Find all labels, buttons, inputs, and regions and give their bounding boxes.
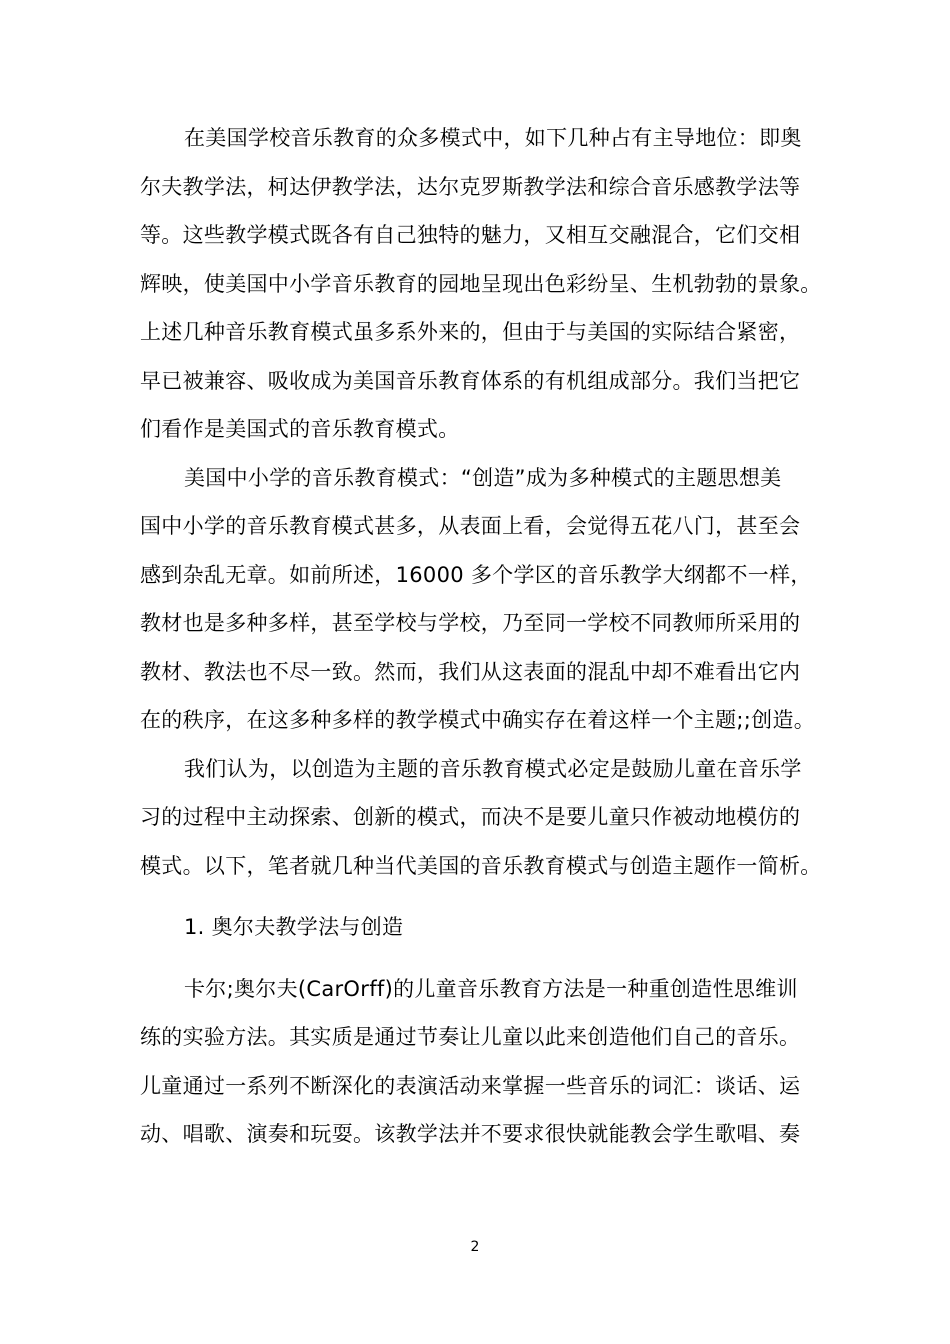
text-line: 动、唱歌、演奏和玩耍。该教学法并不要求很快就能教会学生歌唱、奏 — [140, 1122, 801, 1146]
text-line: 儿童通过一系列不断深化的表演活动来掌握一些音乐的词汇：谈话、运 — [140, 1073, 801, 1098]
spacer — [140, 890, 824, 903]
text-line: 尔夫教学法，柯达伊教学法，达尔克罗斯教学法和综合音乐感教学法等 — [140, 174, 801, 199]
spacer — [140, 952, 824, 965]
text-line: 上述几种音乐教育模式虽多系外来的，但由于与美国的实际结合紧密， — [140, 320, 801, 344]
text-line: 在美国学校音乐教育的众多模式中，如下几种占有主导地位：即奥 — [184, 126, 802, 150]
paragraph — [140, 965, 824, 1159]
text-line: 教材、教法也不尽一致。然而，我们从这表面的混乱中却不难看出它内 — [140, 659, 801, 684]
section-heading: 1. 奥尔夫教学法与创造 — [184, 915, 404, 939]
text-line: 在的秩序，在这多种多样的教学模式中确实存在着这样一个主题;;创造。 — [140, 708, 816, 732]
text-line: 模式。以下，笔者就几种当代美国的音乐教育模式与创造主题作一简析。 — [140, 853, 822, 878]
text-line: 辉映，使美国中小学音乐教育的园地呈现出色彩纷呈、生机勃勃的景象。 — [140, 271, 822, 296]
text-line: 我们认为，以创造为主题的音乐教育模式必定是鼓励儿童在音乐学 — [184, 756, 802, 781]
text-line: 练的实验方法。其实质是通过节奏让儿童以此来创造他们自己的音乐。 — [140, 1025, 801, 1049]
document-body — [140, 114, 824, 1159]
text-line: 等。这些教学模式既各有自己独特的魅力，又相互交融混合，它们交相 — [140, 223, 801, 247]
page-number: 2 — [470, 1239, 480, 1255]
text-line: 习的过程中主动探索、创新的模式，而决不是要儿童只作被动地模仿的 — [140, 805, 801, 829]
text-line: 美国中小学的音乐教育模式：“创造”成为多种模式的主题思想美 — [184, 465, 782, 490]
paragraph — [140, 114, 824, 454]
text-line: 感到杂乱无章。如前所述，16000 多个学区的音乐教学大纲都不一样， — [140, 562, 812, 587]
text-line: 早已被兼容、吸收成为美国音乐教育体系的有机组成部分。我们当把它 — [140, 368, 801, 393]
text-line: 卡尔;奥尔夫(CarOrff)的儿童音乐教育方法是一种重创造性思维训 — [184, 976, 798, 1001]
text-line: 教材也是多种多样，甚至学校与学校，乃至同一学校不同教师所采用的 — [140, 611, 801, 635]
paragraph — [140, 745, 824, 891]
text-line: 国中小学的音乐教育模式甚多，从表面上看，会觉得五花八门，甚至会 — [140, 514, 801, 538]
paragraph — [140, 454, 824, 745]
text-line: 们看作是美国式的音乐教育模式。 — [140, 417, 460, 441]
